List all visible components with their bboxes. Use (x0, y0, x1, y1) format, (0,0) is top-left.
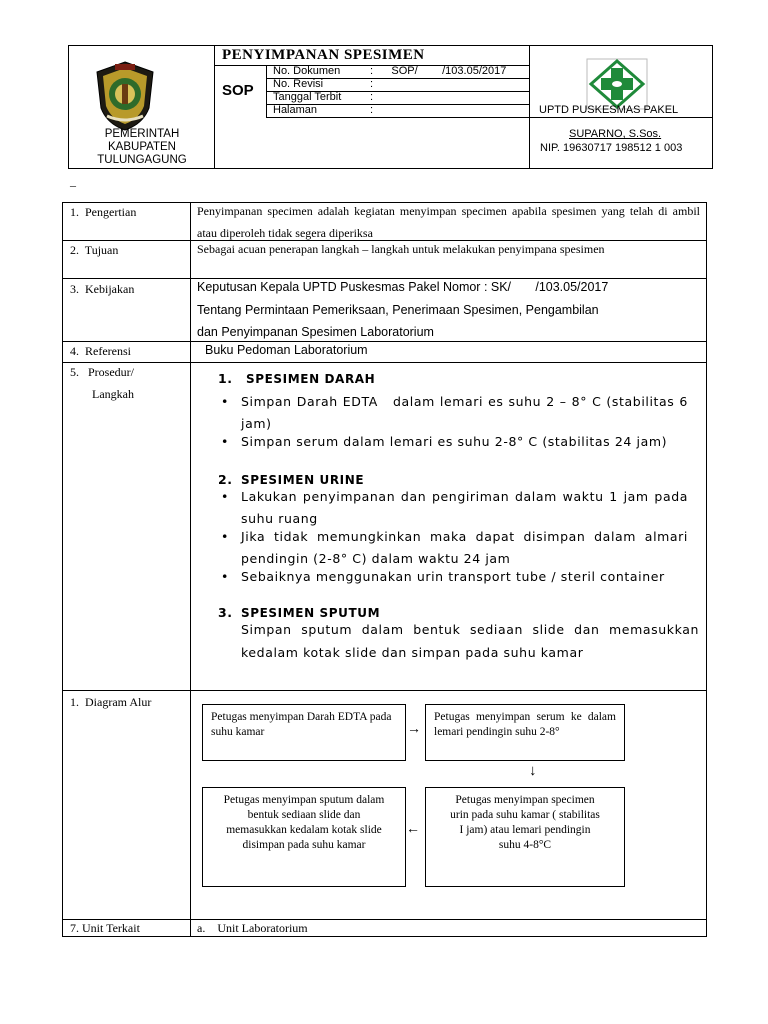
flow-box-sputum: Petugas menyimpan sputum dalam bentuk sediaan slide dan memasukkan kedalam kotak slide disimpan pada suhu kamar (202, 787, 406, 887)
tujuan-label: 2. Tujuan (70, 243, 119, 257)
meta-no-dokumen-value: : SOP/ /103.05/2017 (370, 65, 507, 77)
unit-line (529, 117, 713, 118)
flow-arrow-down: ↓ (529, 763, 537, 779)
prosedur-label: 5. Prosedur/ (70, 365, 134, 379)
kabupaten-logo (93, 60, 157, 132)
prosedur-label-langkah: Langkah (92, 387, 134, 401)
section-number: 2. (218, 472, 233, 487)
tujuan-text: Sebagai acuan penerapan langkah – langkah untuk melakukan penyimpana spesimen (197, 242, 605, 256)
signer-nip: NIP. 19630717 198512 1 003 (540, 142, 683, 154)
diagram-label: 1. Diagram Alur (70, 695, 152, 709)
sop-label: SOP (222, 82, 254, 99)
pengertian-text: Penyimpanan specimen adalah kegiatan menyimpan specimen apabila spesimen yang telah di ambil atau diperoleh tidak segera diperiksa (197, 204, 700, 240)
flow-box-urin: Petugas menyimpan specimen urin pada suhu kamar ( stabilitas I jam) atau lemari pendingin suhu 4-8°C (425, 787, 625, 887)
meta-no-dokumen-label: No. Dokumen (273, 65, 341, 77)
puskesmas-logo (586, 58, 648, 110)
meta-line (266, 117, 529, 118)
section-title-darah: SPESIMEN DARAH (246, 372, 376, 386)
flow-arrow-left: ← (406, 822, 420, 837)
referensi-label: 4. Referensi (70, 344, 131, 358)
section-number: 3. (218, 605, 233, 620)
row-divider (62, 278, 707, 279)
kebijakan-line3: dan Penyimpanan Spesimen Laboratorium (197, 325, 434, 339)
bullet-urine-3: • Sebaiknya menggunakan urin transport tube / steril container (241, 566, 688, 588)
unit-terkait-label: 7. Unit Terkait (70, 921, 140, 935)
meta-tanggal-value: : (370, 91, 374, 103)
bullet-darah-edta: • Simpan Darah EDTA dalam lemari es suhu 2 – 8° C (stabilitas 6 jam) (241, 391, 688, 435)
row-divider (62, 341, 707, 342)
row-divider (62, 690, 707, 691)
meta-no-revisi-label: No. Revisi (273, 78, 324, 90)
unit-terkait-text: a. Unit Laboratorium (197, 921, 308, 935)
bullet-urine-2: • Jika tidak memungkinkan maka dapat disimpan dalam almari pendingin (2-8° C) dalam waktu 24 jam (241, 526, 688, 570)
signer-name: SUPARNO, S.Sos. (569, 128, 662, 140)
bullet-darah-serum: • Simpan serum dalam lemari es suhu 2-8° C (stabilitas 24 jam) (241, 431, 688, 453)
meta-halaman-value: : (370, 104, 374, 116)
kebijakan-line2: Tentang Permintaan Pemeriksaan, Penerimaan Spesimen, Pengambilan (197, 303, 599, 317)
kebijakan-label: 3. Kebijakan (70, 282, 135, 296)
org-name: PEMERINTAH KABUPATEN TULUNGAGUNG (97, 128, 187, 166)
dash-mark: – (70, 178, 76, 192)
flow-box-serum: Petugas menyimpan serum ke dalam lemari pendingin suhu 2-8° (425, 704, 625, 761)
meta-tanggal-label: Tanggal Terbit (273, 91, 342, 103)
document-title: PENYIMPANAN SPESIMEN (222, 47, 425, 63)
section-title-sputum: SPESIMEN SPUTUM (241, 606, 381, 620)
label-column-divider (190, 202, 191, 937)
header-divider (214, 45, 215, 169)
section-number: 1. (218, 371, 233, 386)
referensi-text: Buku Pedoman Laboratorium (205, 343, 368, 357)
sputum-paragraph: Simpan sputum dalam bentuk sediaan slide dan memasukkan kedalam kotak slide dan simpan pada suhu kamar (241, 622, 699, 660)
kebijakan-line1: Keputusan Kepala UPTD Puskesmas Pakel Nomor : SK/ /103.05/2017 (197, 280, 609, 294)
section-title-urine: SPESIMEN URINE (241, 473, 365, 487)
flow-arrow-right: → (407, 722, 421, 737)
meta-no-revisi-value: : (370, 78, 374, 90)
flow-box-darah: Petugas menyimpan Darah EDTA pada suhu kamar (202, 704, 406, 761)
meta-halaman-label: Halaman (273, 104, 318, 116)
row-divider (62, 362, 707, 363)
row-divider (62, 919, 707, 920)
header-divider (529, 45, 530, 169)
unit-name: UPTD PUSKESMAS PAKEL (539, 104, 679, 116)
pengertian-label: 1. Pengertian (70, 205, 137, 219)
bullet-urine-1: • Lakukan penyimpanan dan pengiriman dalam waktu 1 jam pada suhu ruang (241, 486, 688, 530)
